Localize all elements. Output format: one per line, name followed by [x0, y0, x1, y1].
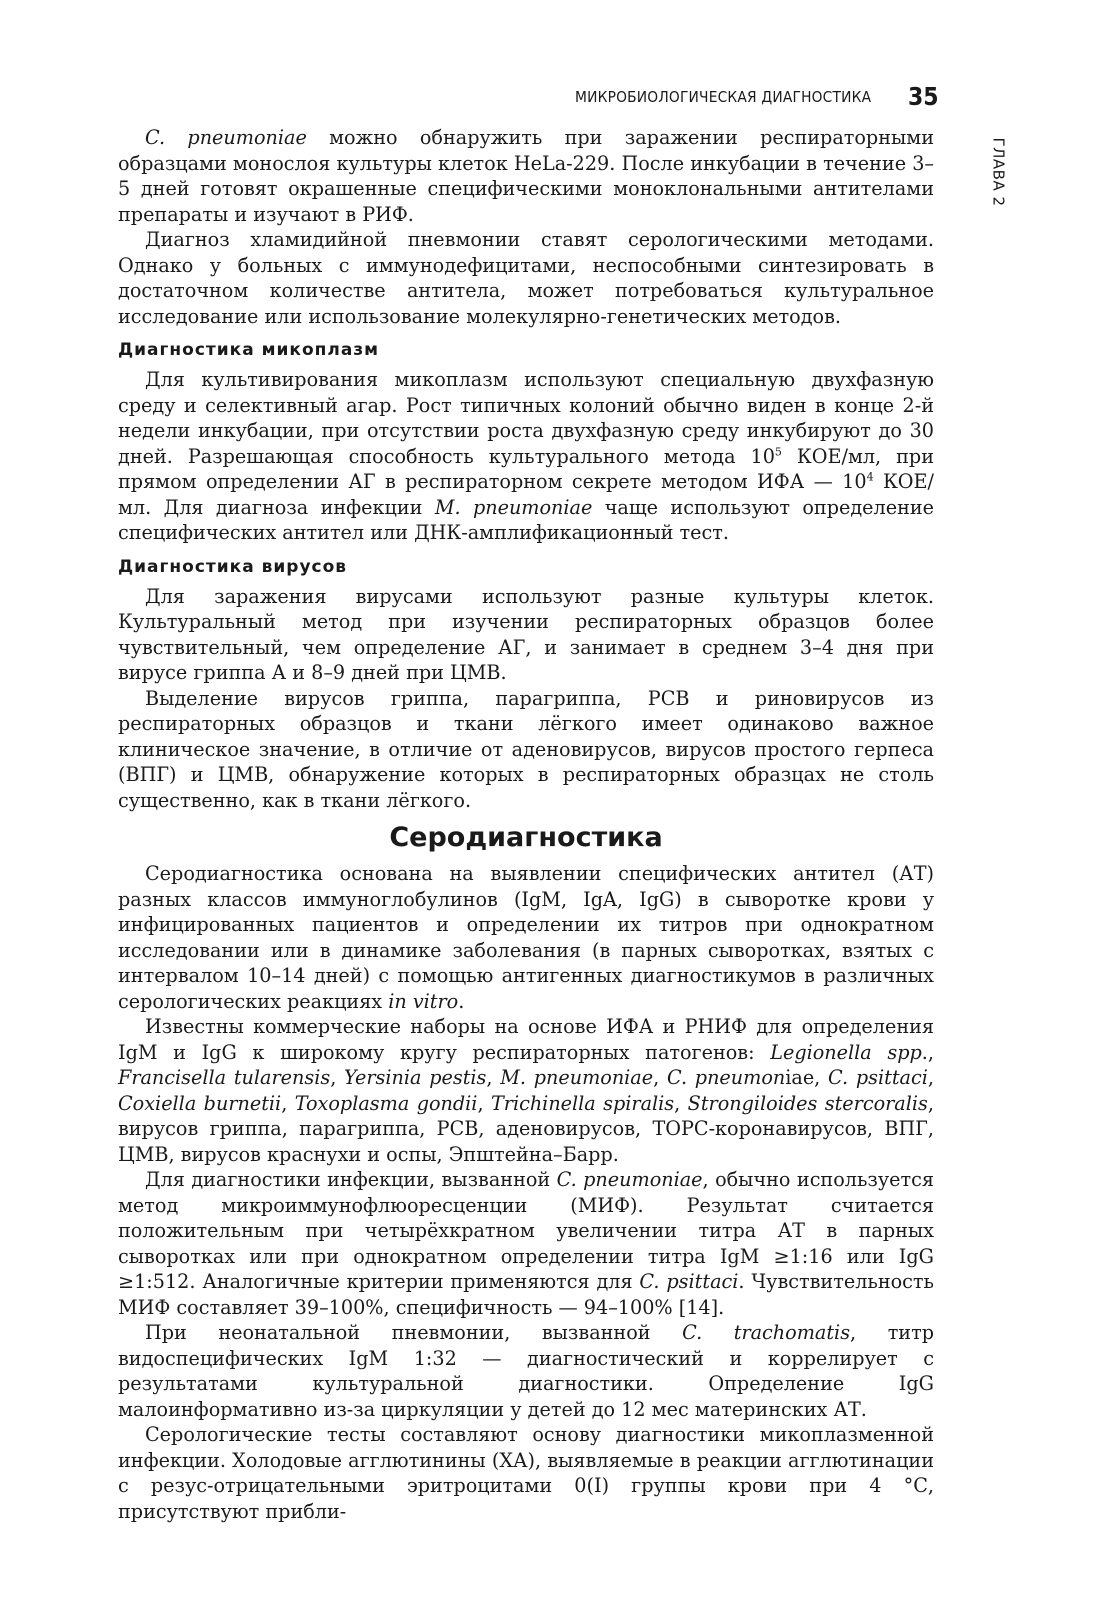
- page-number: 35: [908, 82, 939, 111]
- paragraph-text: , вирусов гриппа, парагриппа, РСВ, аденовирусов, ТОРС-коронавирусов, ВПГ, ЦМВ, вирусов краснухи и оспы, Эпштейна–Барр.: [118, 1091, 934, 1166]
- paragraph-serodiagnostics-basis: [118, 861, 934, 1014]
- heading-viruses: Диагностика вирусов: [118, 556, 348, 577]
- paragraph-text: Для культивирования микоплазм используют специальную двухфазную среду и селективный агар. Рост типичных колоний обычно виден в конце 2-й недели инкубации, при отсутствии роста двухфазную среду инкубируют до 30 дней. Разрешающая способность культурального метода 10: [118, 368, 934, 468]
- paragraph-c-pneumoniae-culture: [118, 125, 934, 227]
- paragraph-text: КОЕ/мл. Для диагноза инфекции: [118, 470, 934, 519]
- species-name: Francisella tularensis: [118, 1066, 331, 1089]
- paragraph-text: ,: [477, 1091, 491, 1115]
- species-name: Trichinella spiralis: [490, 1091, 675, 1115]
- latin-term: in vitro: [388, 989, 459, 1013]
- paragraph-neonatal-pneumonia: [118, 1320, 934, 1422]
- chapter-tab-label: ГЛАВА 2: [990, 137, 1008, 207]
- paragraph-text: Известны коммерческие наборы на основе ИФА и РНИФ для определения IgM и IgG к широкому кругу респираторных патогенов:: [118, 1015, 934, 1064]
- paragraph-text: .: [458, 989, 465, 1013]
- heading-mycoplasma: Диагностика микоплазм: [118, 340, 380, 360]
- paragraph-text: можно обнаружить при заражении респираторными образцами монослоя культуры клеток HeLa-229. После инкубации в течение 3–5 дней готовят окрашенные специфическими моноклональными антителами препараты и изучают в РИФ.: [118, 126, 934, 226]
- species-name: Toxoplasma gondii: [294, 1091, 478, 1115]
- paragraph-mycoplasma-serology: Серологические тесты составляют основу диагностики микоплазменной инфекции. Холодовые агглютинины (ХА), выявляемые в реакции агглютинации с резус-отрицательными эритроцитами 0(I) группы крови при 4 °С, присутствуют прибли-: [118, 1423, 934, 1523]
- paragraph-text: ,: [486, 1066, 501, 1089]
- species-name: Coxiella burnetii: [118, 1091, 282, 1115]
- species-name: C. psittaci: [828, 1066, 928, 1089]
- paragraph-mycoplasma-culture: [118, 367, 934, 546]
- species-name: C. pneumoniae: [556, 1168, 703, 1191]
- paragraph-mif-method: [118, 1167, 934, 1320]
- species-name: C. pneumoniae: [145, 126, 307, 149]
- species-name: M. pneumoniae: [500, 1066, 654, 1089]
- paragraph-text: ,: [330, 1066, 345, 1089]
- paragraph-text: .,: [921, 1040, 934, 1064]
- paragraph-text: ,: [281, 1091, 295, 1115]
- paragraph-virus-isolation: Выделение вирусов гриппа, парагриппа, РСВ и риновирусов из респираторных образцов и ткани лёгкого имеет одинаково важное клиническое значение, в отличие от аденовирусов, вирусов простого герпеса (ВПГ) и ЦМВ, обнаружение которых в респираторных образцах не столь существенно, как в ткани лёгкого.: [118, 686, 934, 812]
- species-name: M. pneumoniae: [434, 495, 593, 519]
- paragraph-text: , титр видоспецифических IgM 1:32 — диагностический и коррелирует с результатами культуральной диагностики. Определение IgG малоинформативно из-за циркуляции у детей до 12 мес материнских АТ.: [118, 1321, 934, 1421]
- paragraph-text: Серодиагностика основана на выявлении специфических антител (АТ) разных классов иммуноглобулинов (IgM, IgA, IgG) в сыворотке крови у инфицированных пациентов и определении их титров при однократном исследовании или в динамике заболевания (в парных сыворотках, взятых с интервалом 10–14 дней) с помощью антигенных диагностикумов в различных серологических реакциях: [118, 862, 934, 1013]
- species-name: Legionella spp: [770, 1040, 922, 1064]
- paragraph-text: ,: [674, 1091, 688, 1115]
- page-body: [118, 125, 934, 1524]
- paragraph-text: Для диагностики инфекции, вызванной: [145, 1168, 557, 1191]
- paragraph-virus-culture: Для заражения вирусами используют разные культуры клеток. Культуральный метод при изучении респираторных образцов более чувствительный, чем определение АГ, и занимает в среднем 3–4 дня при вирусе гриппа А и 8–9 дней при ЦМВ.: [118, 584, 934, 684]
- species-name: C. pneumon: [666, 1066, 786, 1089]
- paragraph-commercial-kits: [118, 1014, 934, 1167]
- paragraph-text: КОЕ/мл, при прямом определении АГ в респираторном секрете методом ИФА — 10: [118, 444, 934, 493]
- species-name: Strongiloides stercoralis: [687, 1091, 928, 1115]
- species-name: C. trachomatis: [682, 1321, 851, 1344]
- superscript: 5: [774, 445, 782, 459]
- species-name: C. psittaci: [639, 1270, 739, 1293]
- paragraph-text: При неонатальной пневмонии, вызванной: [145, 1321, 683, 1344]
- species-name: Yersinia pestis: [344, 1066, 487, 1089]
- paragraph-chlamydia-serology: Диагноз хламидийной пневмонии ставят серологическими методами. Однако у больных с иммунодефицитами, неспособными синтезировать в достаточном количестве антитела, может потребоваться культуральное исследование или использование молекулярно-генетических методов.: [118, 228, 934, 328]
- paragraph-text: iae,: [785, 1066, 829, 1089]
- paragraph-text: , обычно используется метод микроиммунофлюоресценции (МИФ). Результат считается положительным при четырёхкратном увеличении титра АТ в парных сыворотках или при однократном определении титра IgM ≥1:16 или IgG ≥1:512. Аналогичные критерии применяются для: [118, 1168, 934, 1293]
- paragraph-text: ,: [927, 1066, 934, 1089]
- running-head: МИКРОБИОЛОГИЧЕСКАЯ ДИАГНОСТИКА: [575, 88, 872, 106]
- superscript: 4: [866, 470, 874, 484]
- paragraph-text: ,: [653, 1066, 667, 1089]
- chapter-tab: [987, 132, 1011, 212]
- paragraph-text: . Чувствительность МИФ составляет 39–100%, специфичность — 94–100% [14].: [118, 1270, 934, 1319]
- section-title-serodiagnostics: Серодиагностика: [389, 822, 663, 853]
- paragraph-text: чаще используют определение специфических антител или ДНК-амплификационный тест.: [118, 495, 935, 544]
